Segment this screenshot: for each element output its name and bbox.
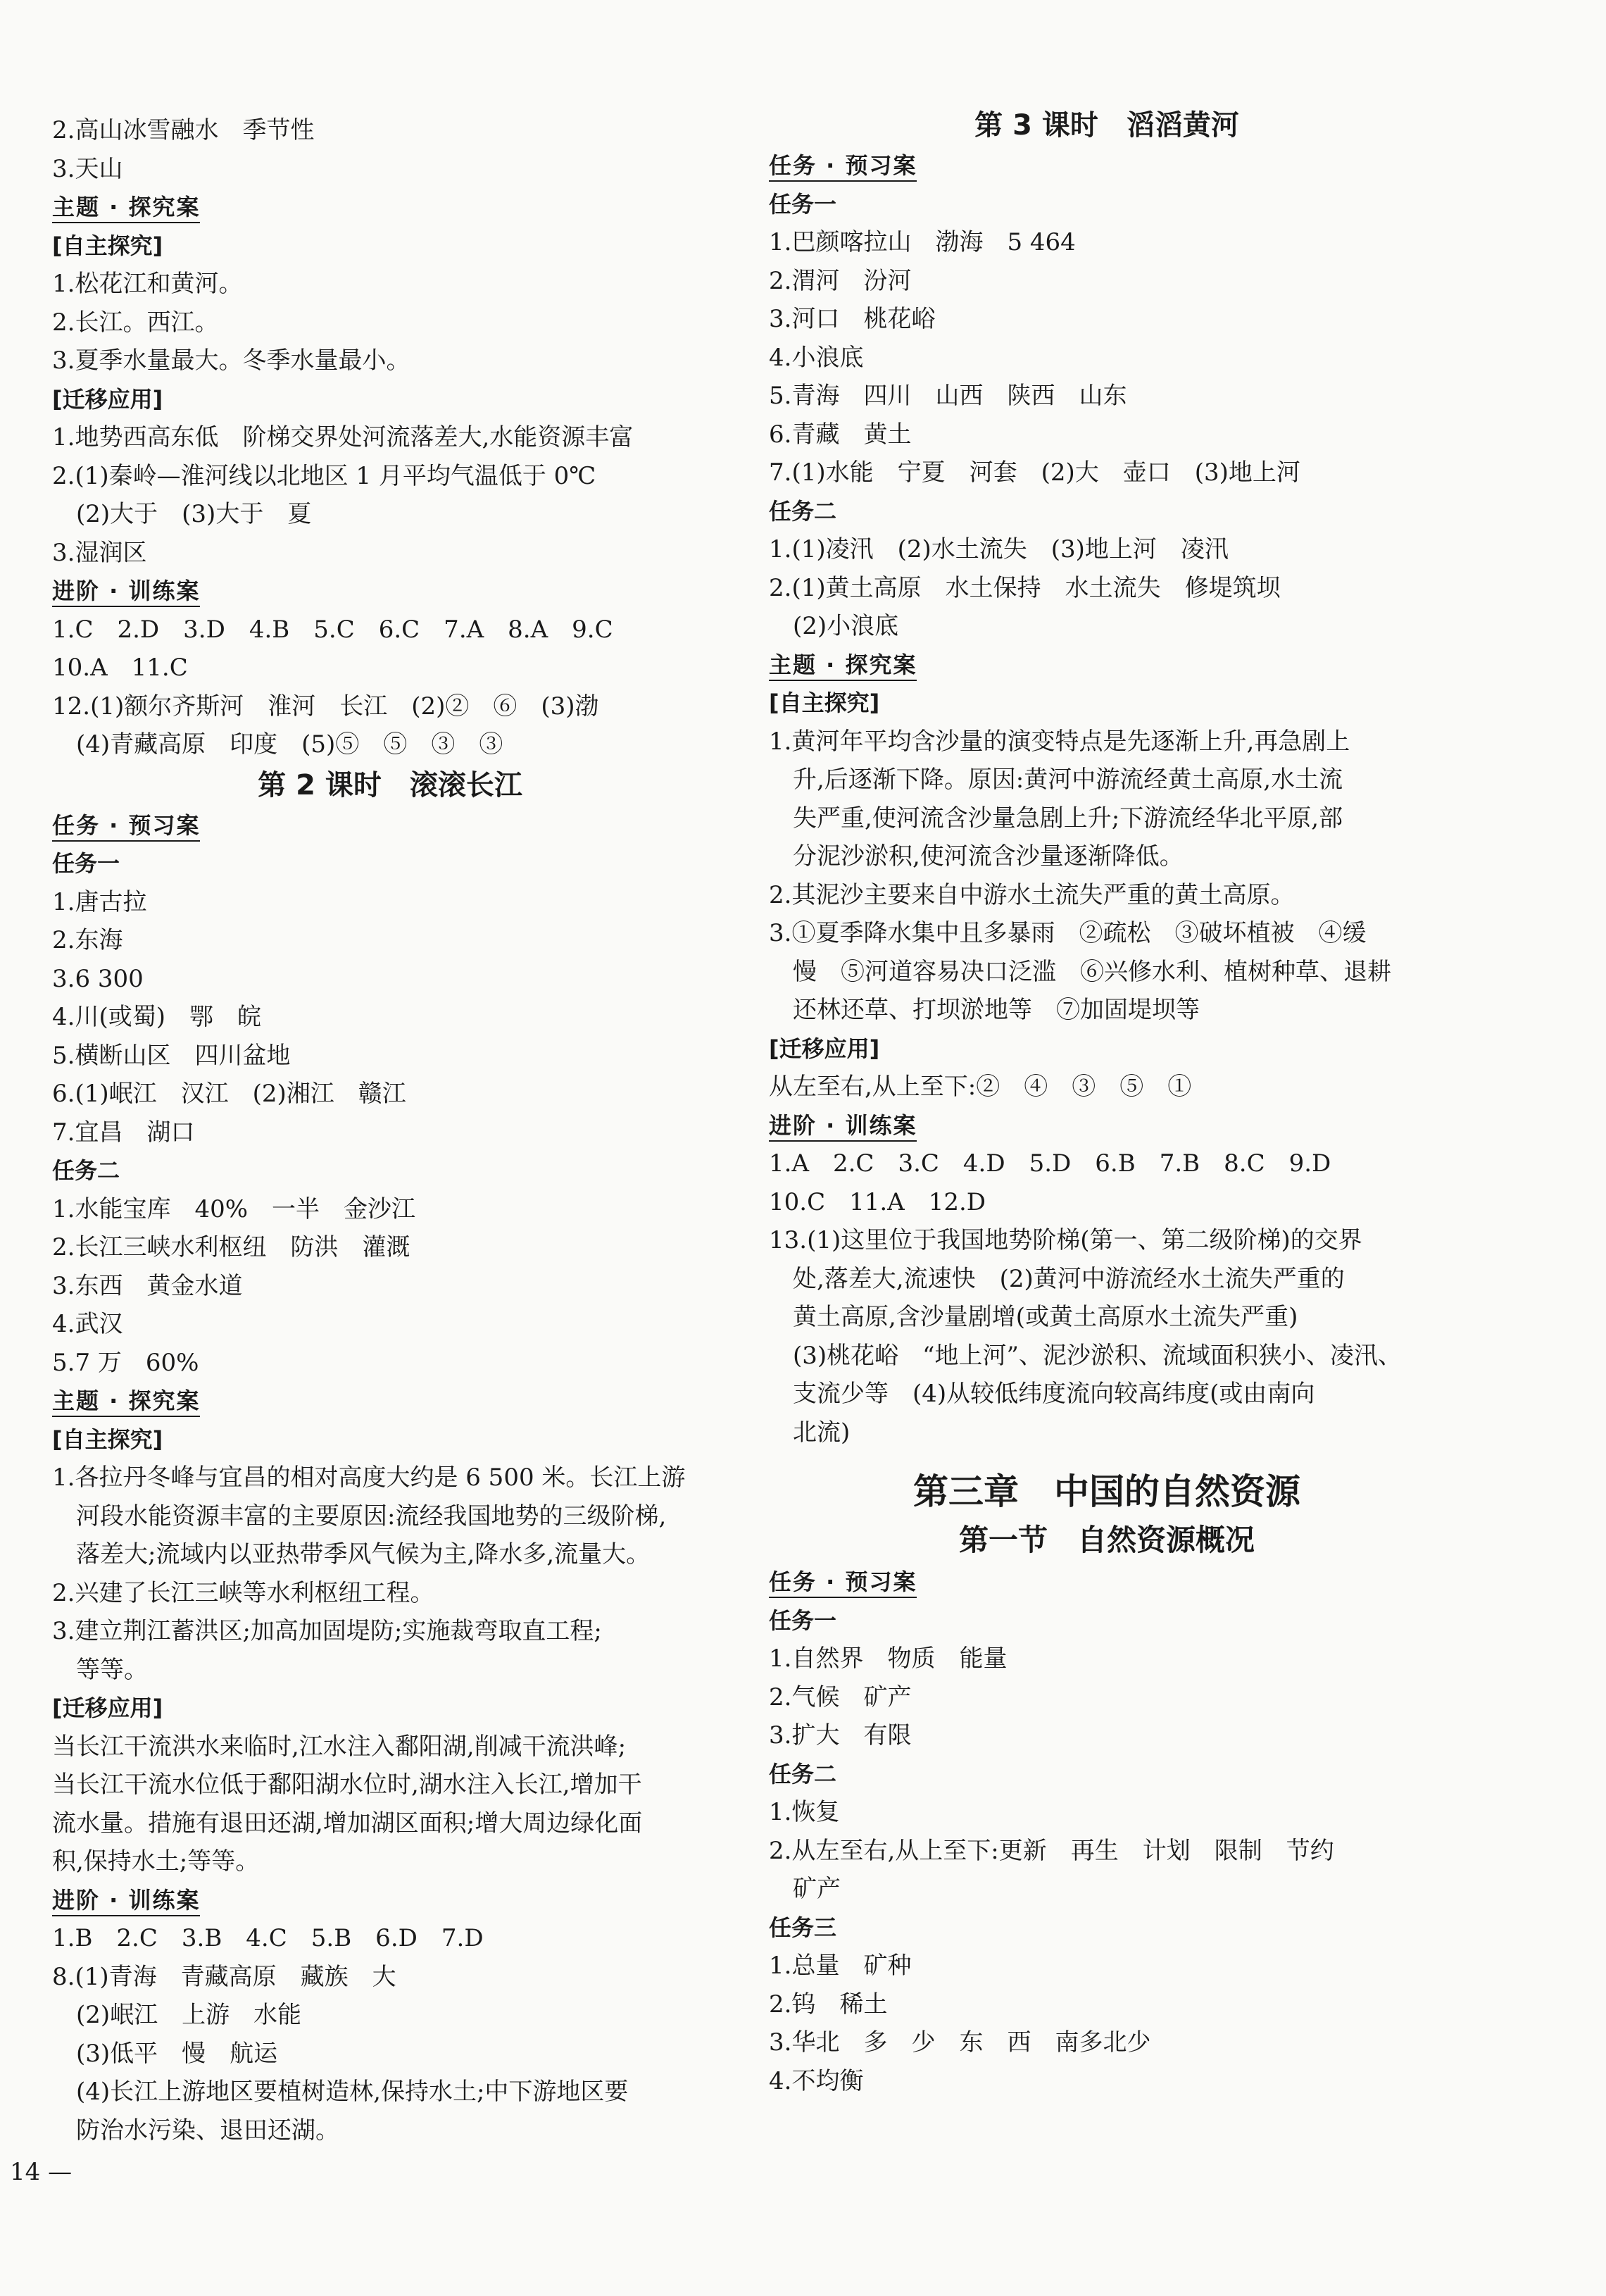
answer-line: 3.①夏季降水集中且多暴雨 ②疏松 ③破坏植被 ④缓 [769,919,1367,947]
answer-line: 3.夏季水量最大。冬季水量最小。 [52,347,410,375]
answer-line: 4.川(或蜀) 鄂 皖 [52,1003,261,1031]
subheading: [自主探究] [52,232,163,259]
answer-line: 3.华北 多 少 东 西 南多北少 [769,2028,1151,2057]
subheading: [迁移应用] [769,1035,880,1062]
subheading: [自主探究] [769,690,880,716]
answer-line: 13.(1)这里位于我国地势阶梯(第一、第二级阶梯)的交界 [769,1226,1362,1254]
answer-line: 2.东海 [52,926,123,954]
subheading: 任务三 [769,1914,837,1941]
answer-line: 1.巴颜喀拉山 渤海 5 464 [769,228,1076,256]
page-number: 14 — [10,2158,73,2186]
right-column [769,111,1445,2100]
section-label [52,1881,728,1920]
answer-line: 6.青藏 黄土 [769,420,912,449]
section-label-text: 进阶 · 训练案 [52,578,200,607]
answer-line: 4.武汉 [52,1310,123,1338]
answer-line: 3.湿润区 [52,538,147,567]
answer-line: 1.水能宝库 40% 一半 金沙江 [52,1194,416,1223]
chapter-title: 第三章 中国的自然资源 [913,1471,1300,1512]
section-label-text: 任务 · 预习案 [52,812,200,842]
answer-line-continued: 黄土高原,含沙量剧增(或黄土高原水土流失严重) [793,1303,1298,1331]
answer-line-continued: (2)大于 (3)大于 夏 [76,500,312,528]
answer-line: 1.C 2.D 3.D 4.B 5.C 6.C 7.A 8.A 9.C [52,615,613,644]
answer-line: 3.东西 黄金水道 [52,1271,243,1300]
answer-line: 12.(1)额尔齐斯河 淮河 长江 (2)② ⑥ (3)渤 [52,692,599,720]
answer-line: 2.气候 矿产 [769,1683,912,1711]
answer-line: 7.宜昌 湖口 [52,1118,195,1147]
section-label [769,1563,1445,1602]
section-label-text: 任务 · 预习案 [769,152,917,182]
answer-line-continued: 河段水能资源丰富的主要原因:流经我国地势的三级阶梯, [76,1502,667,1530]
answer-line: 10.C 11.A 12.D [769,1187,986,1216]
answer-line: 7.(1)水能 宁夏 河套 (2)大 壶口 (3)地上河 [769,458,1300,487]
answer-line: 1.松花江和黄河。 [52,270,243,298]
answer-line-continued: (2)小浪底 [793,612,899,640]
answer-line-continued: 北流) [793,1418,851,1447]
answer-line: 3.天山 [52,154,123,183]
subheading: 任务一 [769,1606,837,1634]
answer-line: 8.(1)青海 青藏高原 藏族 大 [52,1962,396,1991]
answer-line: 1.(1)凌汛 (2)水土流失 (3)地上河 凌汛 [769,535,1229,563]
lesson-title: 第 2 课时 滚滚长江 [258,768,522,801]
answer-line: 2.从左至右,从上至下:更新 再生 计划 限制 节约 [769,1836,1334,1865]
section-label [52,188,728,227]
subheading: [迁移应用] [52,385,163,413]
answer-line: 1.唐古拉 [52,887,147,916]
answer-line: 3.扩大 有限 [769,1721,912,1749]
answer-line: 5.7 万 60% [52,1348,199,1377]
answer-line-continued: 分泥沙淤积,使河流含沙量逐渐降低。 [793,842,1184,871]
section-label-text: 进阶 · 训练案 [52,1887,200,1916]
section-label [769,146,1445,185]
subheading: 任务二 [52,1157,120,1184]
answer-line: 10.A 11.C [52,654,188,682]
answer-line: 2.长江。西江。 [52,308,219,337]
answer-line: 1.总量 矿种 [769,1952,912,1980]
answer-line-continued: 升,后逐渐下降。原因:黄河中游流经黄土高原,水土流 [793,766,1343,794]
answer-line: 2.高山冰雪融水 季节性 [52,116,315,144]
answer-line: 1.地势西高东低 阶梯交界处河流落差大,水能资源丰富 [52,423,634,451]
answer-line: 1.B 2.C 3.B 4.C 5.B 6.D 7.D [52,1924,484,1952]
subheading: 任务二 [769,1760,837,1787]
answer-line: 2.长江三峡水利枢纽 防洪 灌溉 [52,1233,410,1261]
subheading: 任务一 [769,190,837,218]
answer-line-continued: 处,落差大,流速快 (2)黄河中游流经水土流失严重的 [793,1264,1345,1293]
subheading: 任务一 [52,850,120,877]
section-label [52,572,728,611]
section-label-text: 主题 · 探究案 [769,651,917,681]
section-label [769,1106,1445,1145]
answer-line: 当长江干流洪水来临时,江水注入鄱阳湖,削减干流洪峰; [52,1732,627,1761]
answer-line: 积,保持水土;等等。 [52,1847,260,1876]
answer-line-continued: 支流少等 (4)从较低纬度流向较高纬度(或由南向 [793,1380,1315,1408]
answer-line: 3.河口 桃花峪 [769,305,936,333]
answer-line: 流水量。措施有退田还湖,增加湖区面积;增大周边绿化面 [52,1809,643,1838]
answer-line-continued: 落差大;流域内以亚热带季风气候为主,降水多,流量大。 [76,1540,651,1568]
answer-line: 1.黄河年平均含沙量的演变特点是先逐渐上升,再急剧上 [769,727,1350,756]
lesson-title: 第 3 课时 滔滔黄河 [974,109,1239,142]
subheading: [自主探究] [52,1425,163,1453]
answer-line: 2.钨 稀土 [769,1990,888,2019]
section-label-text: 主题 · 探究案 [52,1387,200,1417]
answer-line: 4.不均衡 [769,2066,864,2095]
answer-line: 2.渭河 汾河 [769,266,912,295]
answer-line: 2.兴建了长江三峡等水利枢纽工程。 [52,1578,434,1607]
answer-line: 3.6 300 [52,964,144,993]
section-label [769,646,1445,685]
answer-line-continued: 慢 ⑤河道容易决口泛滥 ⑥兴修水利、植树种草、退耕 [793,957,1391,986]
answer-line: 1.A 2.C 3.C 4.D 5.D 6.B 7.B 8.C 9.D [769,1149,1331,1178]
subheading: [迁移应用] [52,1695,163,1721]
answer-line-continued: (3)低平 慢 航运 [76,2039,278,2068]
answer-line-continued: (3)桃花峪 “地上河”、泥沙淤积、流域面积狭小、凌汛、 [793,1341,1402,1370]
answer-line: 1.恢复 [769,1798,840,1826]
answer-line-continued: 防治水污染、退田还湖。 [76,2116,339,2145]
answer-line-continued: 等等。 [76,1655,148,1684]
answer-line-continued: (4)长江上游地区要植树造林,保持水土;中下游地区要 [76,2078,629,2106]
answer-line-continued: 矿产 [793,1875,841,1903]
subheading: 任务二 [769,497,837,525]
section-title: 第一节 自然资源概况 [958,1523,1255,1557]
section-label-text: 进阶 · 训练案 [769,1112,917,1142]
answer-line: 2.其泥沙主要来自中游水土流失严重的黄土高原。 [769,880,1295,909]
section-label [52,1382,728,1421]
section-label [52,806,728,845]
answer-line: 2.(1)黄土高原 水土保持 水土流失 修堤筑坝 [769,573,1281,602]
answer-line: 1.各拉丹冬峰与宜昌的相对高度大约是 6 500 米。长江上游 [52,1464,686,1492]
answer-line: 6.(1)岷江 汉江 (2)湘江 赣江 [52,1080,406,1108]
section-label-text: 主题 · 探究案 [52,194,200,223]
answer-line-continued: 还林还草、打坝淤地等 ⑦加固堤坝等 [793,996,1200,1024]
answer-line: 当长江干流水位低于鄱阳湖水位时,湖水注入长江,增加干 [52,1771,642,1799]
answer-line: 2.(1)秦岭—淮河线以北地区 1 月平均气温低于 0℃ [52,461,596,490]
answer-line: 1.自然界 物质 能量 [769,1645,1008,1673]
answer-line: 从左至右,从上至下:② ④ ③ ⑤ ① [769,1073,1192,1101]
answer-line-continued: 失严重,使河流含沙量急剧上升;下游流经华北平原,部 [793,804,1343,832]
answer-line: 5.青海 四川 山西 陕西 山东 [769,382,1127,410]
answer-line: 3.建立荆江蓄洪区;加高加固堤防;实施裁弯取直工程; [52,1617,602,1645]
left-column [52,111,728,2150]
answer-line: 5.横断山区 四川盆地 [52,1041,291,1070]
answer-line: 4.小浪底 [769,343,864,372]
answer-line-continued: (2)岷江 上游 水能 [76,2001,302,2029]
answer-line-continued: (4)青藏高原 印度 (5)⑤ ⑤ ③ ③ [76,730,503,759]
section-label-text: 任务 · 预习案 [769,1568,917,1598]
